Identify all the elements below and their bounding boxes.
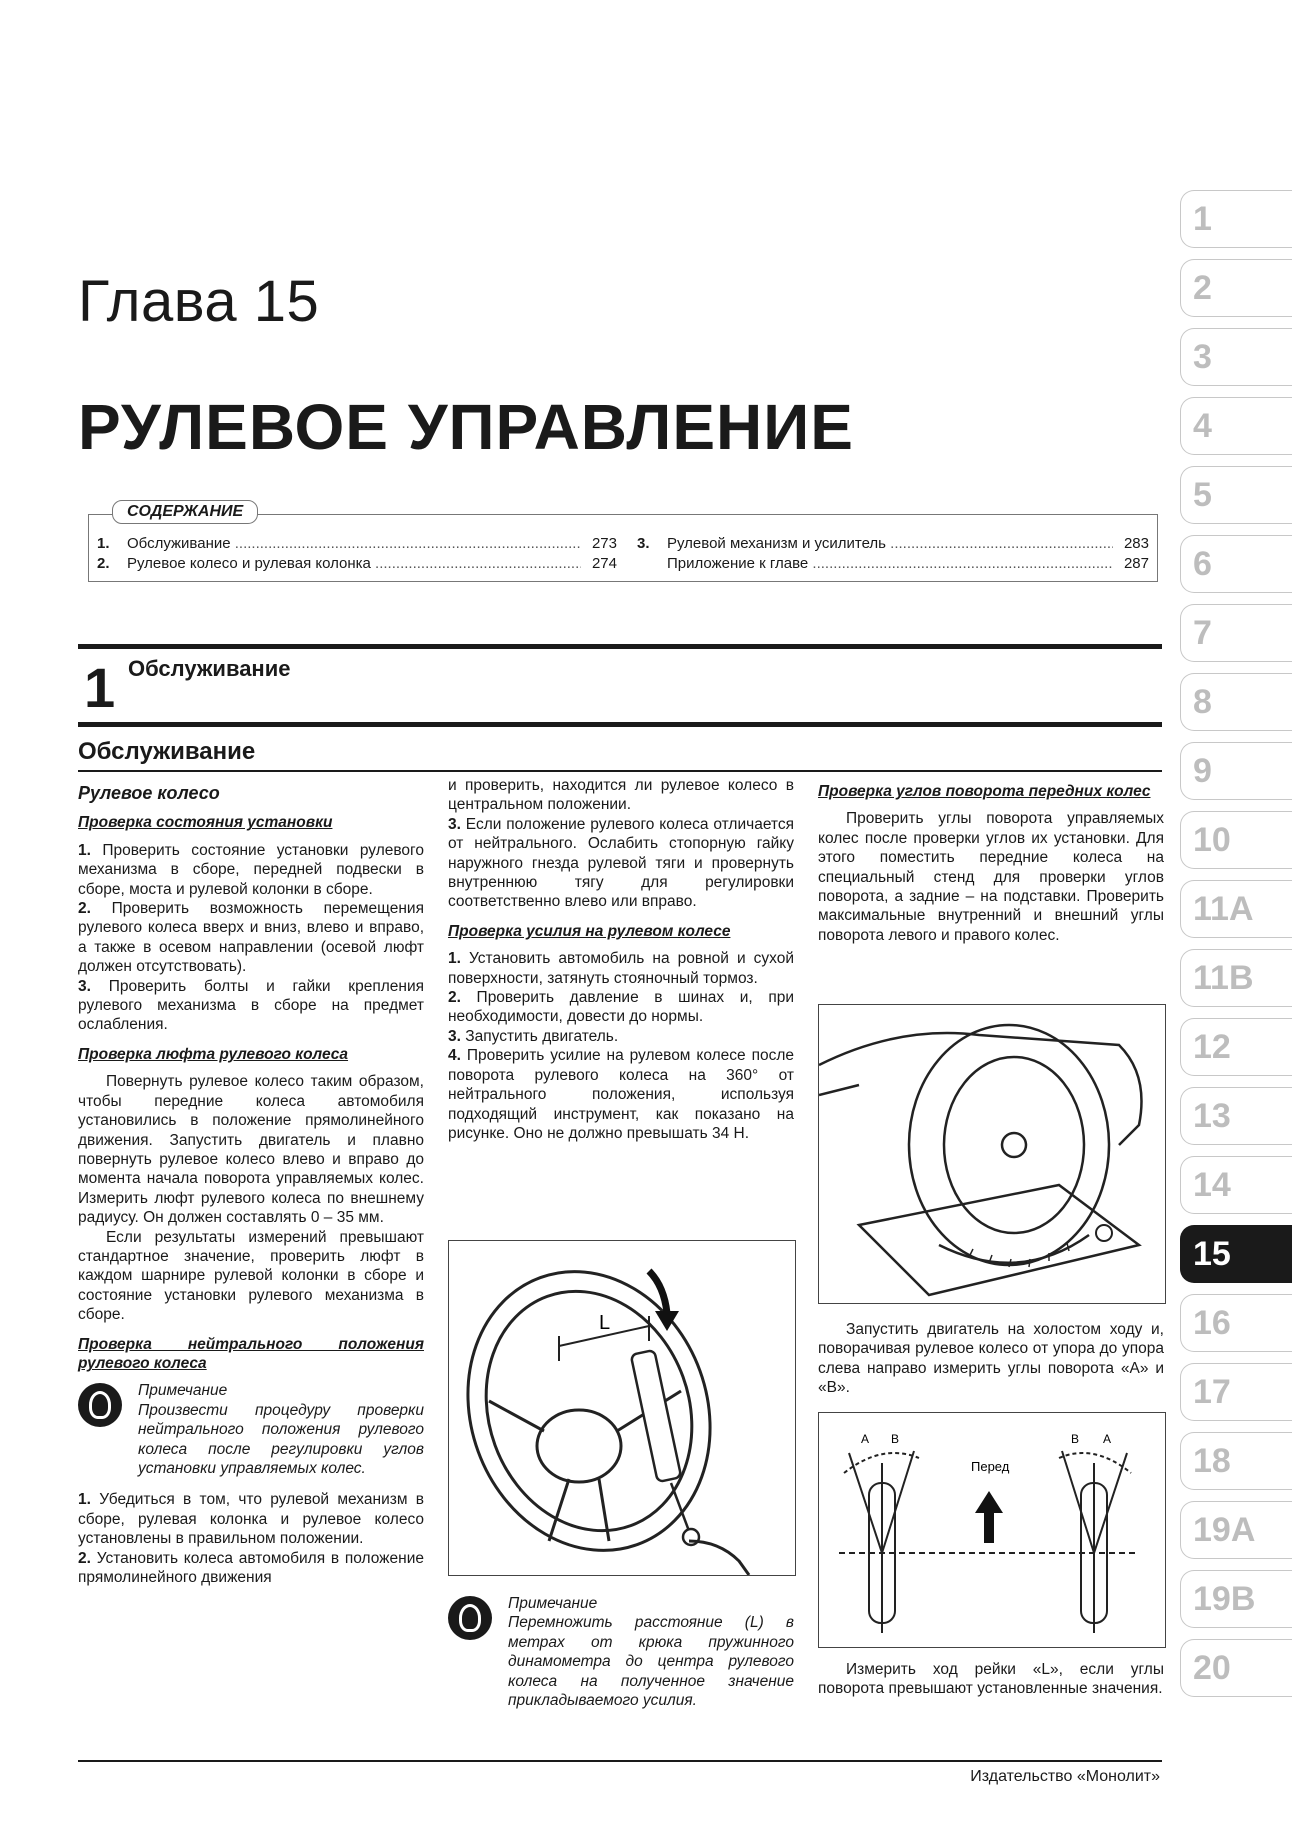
toc-item-text: Приложение к главе ..... <box>667 555 1113 572</box>
toc-item[interactable] <box>97 535 617 552</box>
note-title: Примечание <box>508 1595 598 1612</box>
toc-item-num: 3. <box>637 535 650 552</box>
note-text: Произвести процедуру проверки нейтрального положения рулевого колеса после регулировки углов установки управляемых колес. <box>138 1401 424 1477</box>
chapter-tab[interactable]: 16 <box>1180 1294 1292 1352</box>
paragraph: 4. Проверить усилие на рулевом колесе после поворота рулевого колеса на 360° от нейтрального положения, используя подходящий инструмент, как показано на рисунке. Оно не должно превышать 34 Н. <box>448 1047 794 1142</box>
footer-rule <box>78 1760 1162 1762</box>
chapter-tab[interactable]: 10 <box>1180 811 1292 869</box>
column-3-mid <box>818 1320 1164 1398</box>
toc-item-page: 283 <box>1123 535 1149 552</box>
paragraph: и проверить, находится ли рулевое колесо в центральном положении. <box>448 777 794 814</box>
paragraph: 3. Запустить двигатель. <box>448 1027 619 1045</box>
paragraph: 1. Установить автомобиль на ровной и сухой поверхности, затянуть стояночный тормоз. <box>448 950 794 987</box>
toc-item[interactable] <box>637 535 1149 552</box>
heading-angles: Проверка углов поворота передних колес <box>818 783 1151 800</box>
chapter-tab[interactable]: 19B <box>1180 1570 1292 1628</box>
section-rule-bottom <box>78 722 1162 727</box>
angle-label-b: B <box>891 1432 900 1446</box>
toc-item-page: 287 <box>1123 555 1149 572</box>
heading-neutral: Проверка нейтрального положения рулевого колеса <box>78 1335 424 1372</box>
paragraph: 1. Проверить состояние установки рулевого механизма в сборе, передней подвески в сборе, моста и рулевой колонки в сборе. <box>78 841 424 898</box>
publisher: Издательство «Монолит» <box>970 1768 1160 1785</box>
paragraph: Проверить углы поворота управляемых колес после проверки углов их установки. Для этого поместить передние колеса на специальный стенд для проверки углов поворота, а задние – на подставки. Проверить максимальные внутренний и внешний углы поворота левого и правого колес. <box>818 810 1164 944</box>
figure-label-l: L <box>599 1312 611 1334</box>
chapter-tab[interactable]: 17 <box>1180 1363 1292 1421</box>
chapter-tab[interactable]: 5 <box>1180 466 1292 524</box>
paragraph: 3. Проверить болты и гайки крепления рулевого механизма в сборе на предмет ослабления. <box>78 977 424 1034</box>
note-text: Перемножить расстояние (L) в метрах от крюка пружинного динамометра до центра рулевого колеса на полученное значение прикладываемого усилия. <box>508 1614 794 1710</box>
front-label: Перед <box>971 1459 1010 1474</box>
figure-turntable <box>818 1004 1166 1304</box>
chapter-tab[interactable]: 9 <box>1180 742 1292 800</box>
lightbulb-icon <box>78 1383 122 1427</box>
chapter-tab[interactable]: 3 <box>1180 328 1292 386</box>
heading-check-install: Проверка состояния установки <box>78 814 333 832</box>
chapter-tab[interactable]: 6 <box>1180 535 1292 593</box>
arrow-up-icon <box>975 1491 1003 1513</box>
chapter-tab[interactable]: 2 <box>1180 259 1292 317</box>
chapter-tab[interactable]: 1 <box>1180 190 1292 248</box>
chapter-tab[interactable]: 20 <box>1180 1639 1292 1697</box>
paragraph: 2. Установить колеса автомобиля в положение прямолинейного движения <box>78 1549 424 1587</box>
chapter-tab[interactable]: 19A <box>1180 1501 1292 1559</box>
paragraph: Запустить двигатель на холостом ходу и, поворачивая рулевое колесо от упора до упора слева направо измерить углы поворота «A» и «B». <box>818 1321 1164 1397</box>
chapter-tab[interactable]: 4 <box>1180 397 1292 455</box>
chapter-tab[interactable]: 12 <box>1180 1018 1292 1076</box>
paragraph: 2. Проверить возможность перемещения рулевого колеса вверх и вниз, влево и вправо, а также в осевом направлении (осевой люфт должен отсутствовать). <box>78 900 424 976</box>
heading-steering-wheel: Рулевое колесо <box>78 783 220 803</box>
chapter-tab[interactable]: 11B <box>1180 949 1292 1007</box>
figure-steering-force <box>448 1240 796 1576</box>
toc-item-text: Рулевое колесо и рулевая колонка ..... <box>127 555 581 572</box>
paragraph: Если результаты измерений превышают стандартное значение, проверить люфт в каждом шарнире рулевой колонки в сборе и состояние установки рулевого механизма в сборе. <box>78 1228 424 1324</box>
chapter-tab[interactable]: 13 <box>1180 1087 1292 1145</box>
steering-wheel-illustration <box>449 1241 795 1575</box>
paragraph: 2. Проверить давление в шинах и, при необходимости, довести до нормы. <box>448 989 794 1026</box>
subsection-title: Обслуживание <box>78 738 256 765</box>
turntable-illustration <box>819 1005 1165 1303</box>
toc-box <box>88 514 1158 582</box>
toc-item-text: Обслуживание ..... <box>127 535 581 552</box>
paragraph: 1. Убедиться в том, что рулевой механизм в сборе, рулевая колонка и рулевое колесо установлены в правильном положении. <box>78 1491 425 1548</box>
note <box>448 1594 794 1710</box>
paragraph: 3. Если положение рулевого колеса отличается от нейтрального. Ослабить стопорную гайку наружного гнезда рулевой тяги и провернуть внутреннюю тягу для регулировки соответственно влево или вправо. <box>448 815 794 911</box>
toc-item-num: 1. <box>97 535 110 552</box>
section-number: 1 <box>84 656 116 719</box>
chapter-tab[interactable]: 18 <box>1180 1432 1292 1490</box>
toc-item-num: 2. <box>97 555 110 572</box>
angle-label-b: B <box>1071 1432 1080 1446</box>
toc-label: СОДЕРЖАНИЕ <box>112 500 258 524</box>
chapter-label: Глава 15 <box>78 269 320 334</box>
column-1 <box>78 776 424 1587</box>
angles-diagram <box>819 1413 1165 1647</box>
figure-angles <box>818 1412 1166 1648</box>
chapter-tab[interactable]: 8 <box>1180 673 1292 731</box>
note-title: Примечание <box>138 1382 228 1400</box>
column-2-note <box>448 1586 794 1722</box>
section-title: Обслуживание <box>128 656 291 681</box>
toc-item-num <box>637 555 667 572</box>
toc-item-page: 273 <box>591 535 617 552</box>
lightbulb-icon <box>448 1596 492 1640</box>
toc-item[interactable] <box>97 555 617 572</box>
paragraph: Повернуть рулевое колесо таким образом, чтобы передние колеса автомобиля установились в положение прямолинейного движения. Запустить двигатель и плавно повернуть рулевое колесо влево и вправо до момента начала поворота управляемых колес. Измерить люфт рулевого колеса по внешнему радиусу. Он должен составлять 0 – 35 мм. <box>78 1073 424 1227</box>
paragraph: Измерить ход рейки «L», если углы поворота превышают установленные значения. <box>818 1661 1164 1698</box>
column-3 <box>818 776 1164 945</box>
column-3-bottom <box>818 1660 1164 1699</box>
heading-force: Проверка усилия на рулевом колесе <box>448 922 731 940</box>
column-2 <box>448 776 794 1143</box>
chapter-tab[interactable]: 7 <box>1180 604 1292 662</box>
angle-label-a: A <box>1103 1432 1112 1446</box>
toc-item-text: Рулевой механизм и усилитель ..... <box>667 535 1113 552</box>
chapter-tab[interactable]: 11A <box>1180 880 1292 938</box>
page-title: РУЛЕВОЕ УПРАВЛЕНИЕ <box>78 391 854 463</box>
chapter-tab-active[interactable]: 15 <box>1180 1225 1292 1283</box>
heading-play: Проверка люфта рулевого колеса <box>78 1045 349 1063</box>
chapter-tab[interactable]: 14 <box>1180 1156 1292 1214</box>
note <box>78 1381 424 1478</box>
toc-item[interactable] <box>637 555 1149 572</box>
subsection-rule <box>78 770 1162 772</box>
section-rule-top <box>78 644 1162 649</box>
toc-item-page: 274 <box>591 555 617 572</box>
angle-label-a: A <box>861 1432 870 1446</box>
